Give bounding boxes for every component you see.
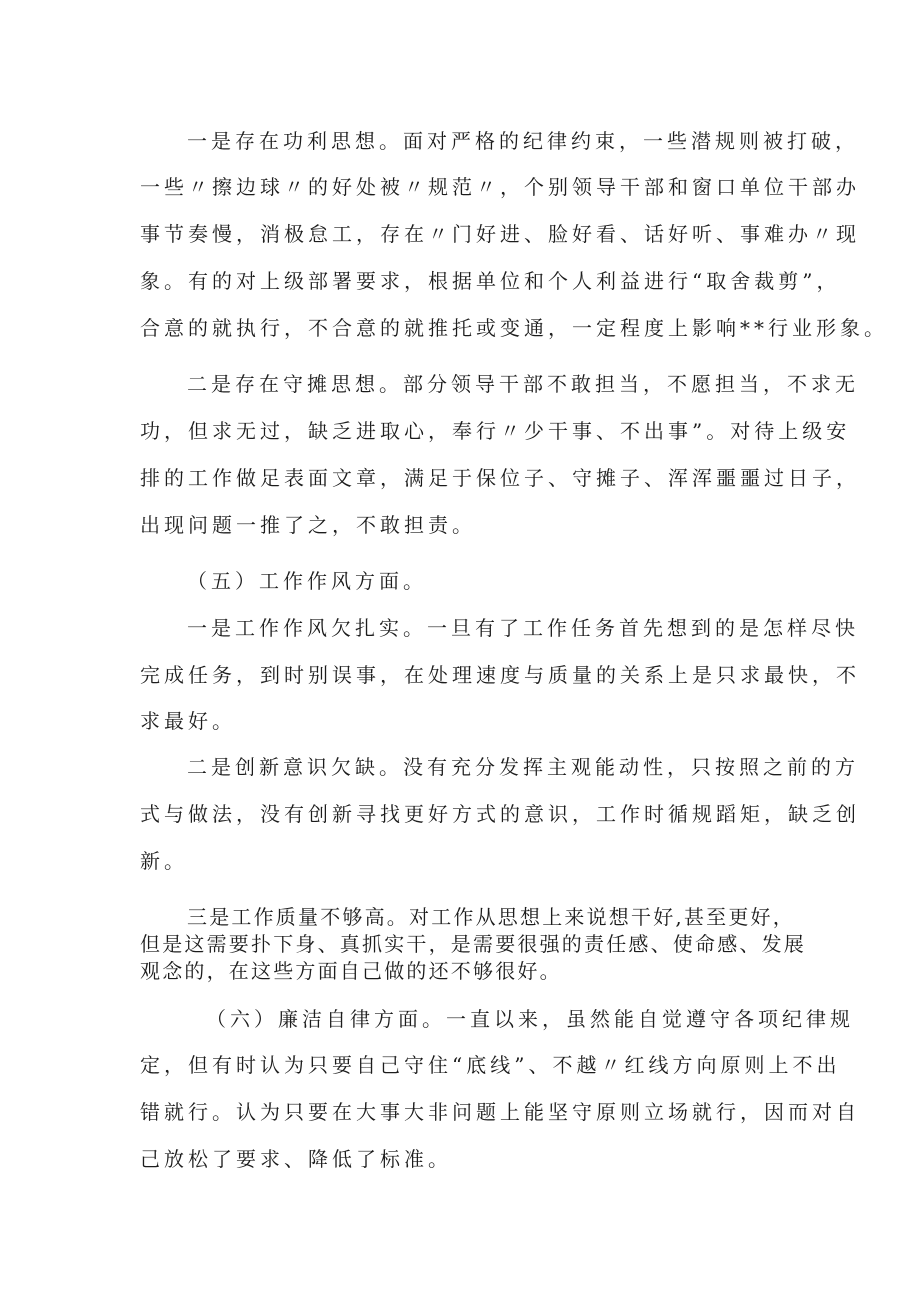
- paragraph-line: 二是创新意识欠缺。没有充分发挥主观能动性，只按照之前的方: [187, 755, 859, 779]
- paragraph-line: 新。: [140, 849, 188, 873]
- paragraph-line: 二是存在守摊思想。部分领导干部不敢担当，不愿担当，不求无: [187, 372, 859, 396]
- paragraph-line: 完成任务，到时别误事，在处理速度与质量的关系上是只求最快，不: [140, 663, 860, 687]
- section-heading: （五）工作作风方面。: [187, 569, 427, 593]
- paragraph-line: 出现问题一推了之，不敢担责。: [140, 513, 476, 537]
- paragraph-line: （六）廉洁自律方面。一直以来，虽然能自觉遵守各项纪律规: [206, 1007, 854, 1031]
- paragraph-line: 但是这需要扑下身、真抓实干，是需要很强的责任感、使命感、发展: [140, 932, 806, 956]
- paragraph-line: 观念的，在这些方面自己做的还不够很好。: [140, 959, 562, 983]
- paragraph-line: 求最好。: [140, 709, 236, 733]
- paragraph-line: 合意的就执行，不合意的就推托或变通，一定程度上影响**行业形象。: [140, 316, 888, 340]
- paragraph-line: 式与做法，没有创新寻找更好方式的意识，工作时循规蹈矩，缺乏创: [140, 802, 860, 826]
- paragraph-line: 定，但有时认为只要自己守住“底线”、不越〃红线方向原则上不出: [140, 1053, 841, 1077]
- paragraph-line: 三是工作质量不够高。对工作从思想上来说想干好,甚至更好，: [187, 905, 795, 929]
- paragraph-line: 象。有的对上级部署要求，根据单位和个人利益进行“取舍裁剪”，: [140, 269, 841, 293]
- paragraph-line: 错就行。认为只要在大事大非问题上能坚守原则立场就行，因而对自: [140, 1100, 860, 1124]
- paragraph-line: 功，但求无过，缺乏进取心，奉行〃少干事、不出事”。对待上级安: [140, 419, 851, 443]
- paragraph-line: 一些〃擦边球〃的好处被〃规范〃，个别领导干部和窗口单位干部办: [140, 175, 860, 199]
- paragraph-line: 一是工作作风欠扎实。一旦有了工作任务首先想到的是怎样尽快: [187, 616, 859, 640]
- paragraph-line: 事节奏慢，消极怠工，存在〃门好进、脸好看、话好听、事难办〃现: [140, 222, 860, 246]
- paragraph-line: 己放松了要求、降低了标准。: [140, 1147, 452, 1171]
- paragraph-line: 一是存在功利思想。面对严格的纪律约束，一些潜规则被打破，: [187, 129, 859, 153]
- paragraph-line: 排的工作做足表面文章，满足于保位子、守摊子、浑浑噩噩过日子，: [140, 466, 860, 490]
